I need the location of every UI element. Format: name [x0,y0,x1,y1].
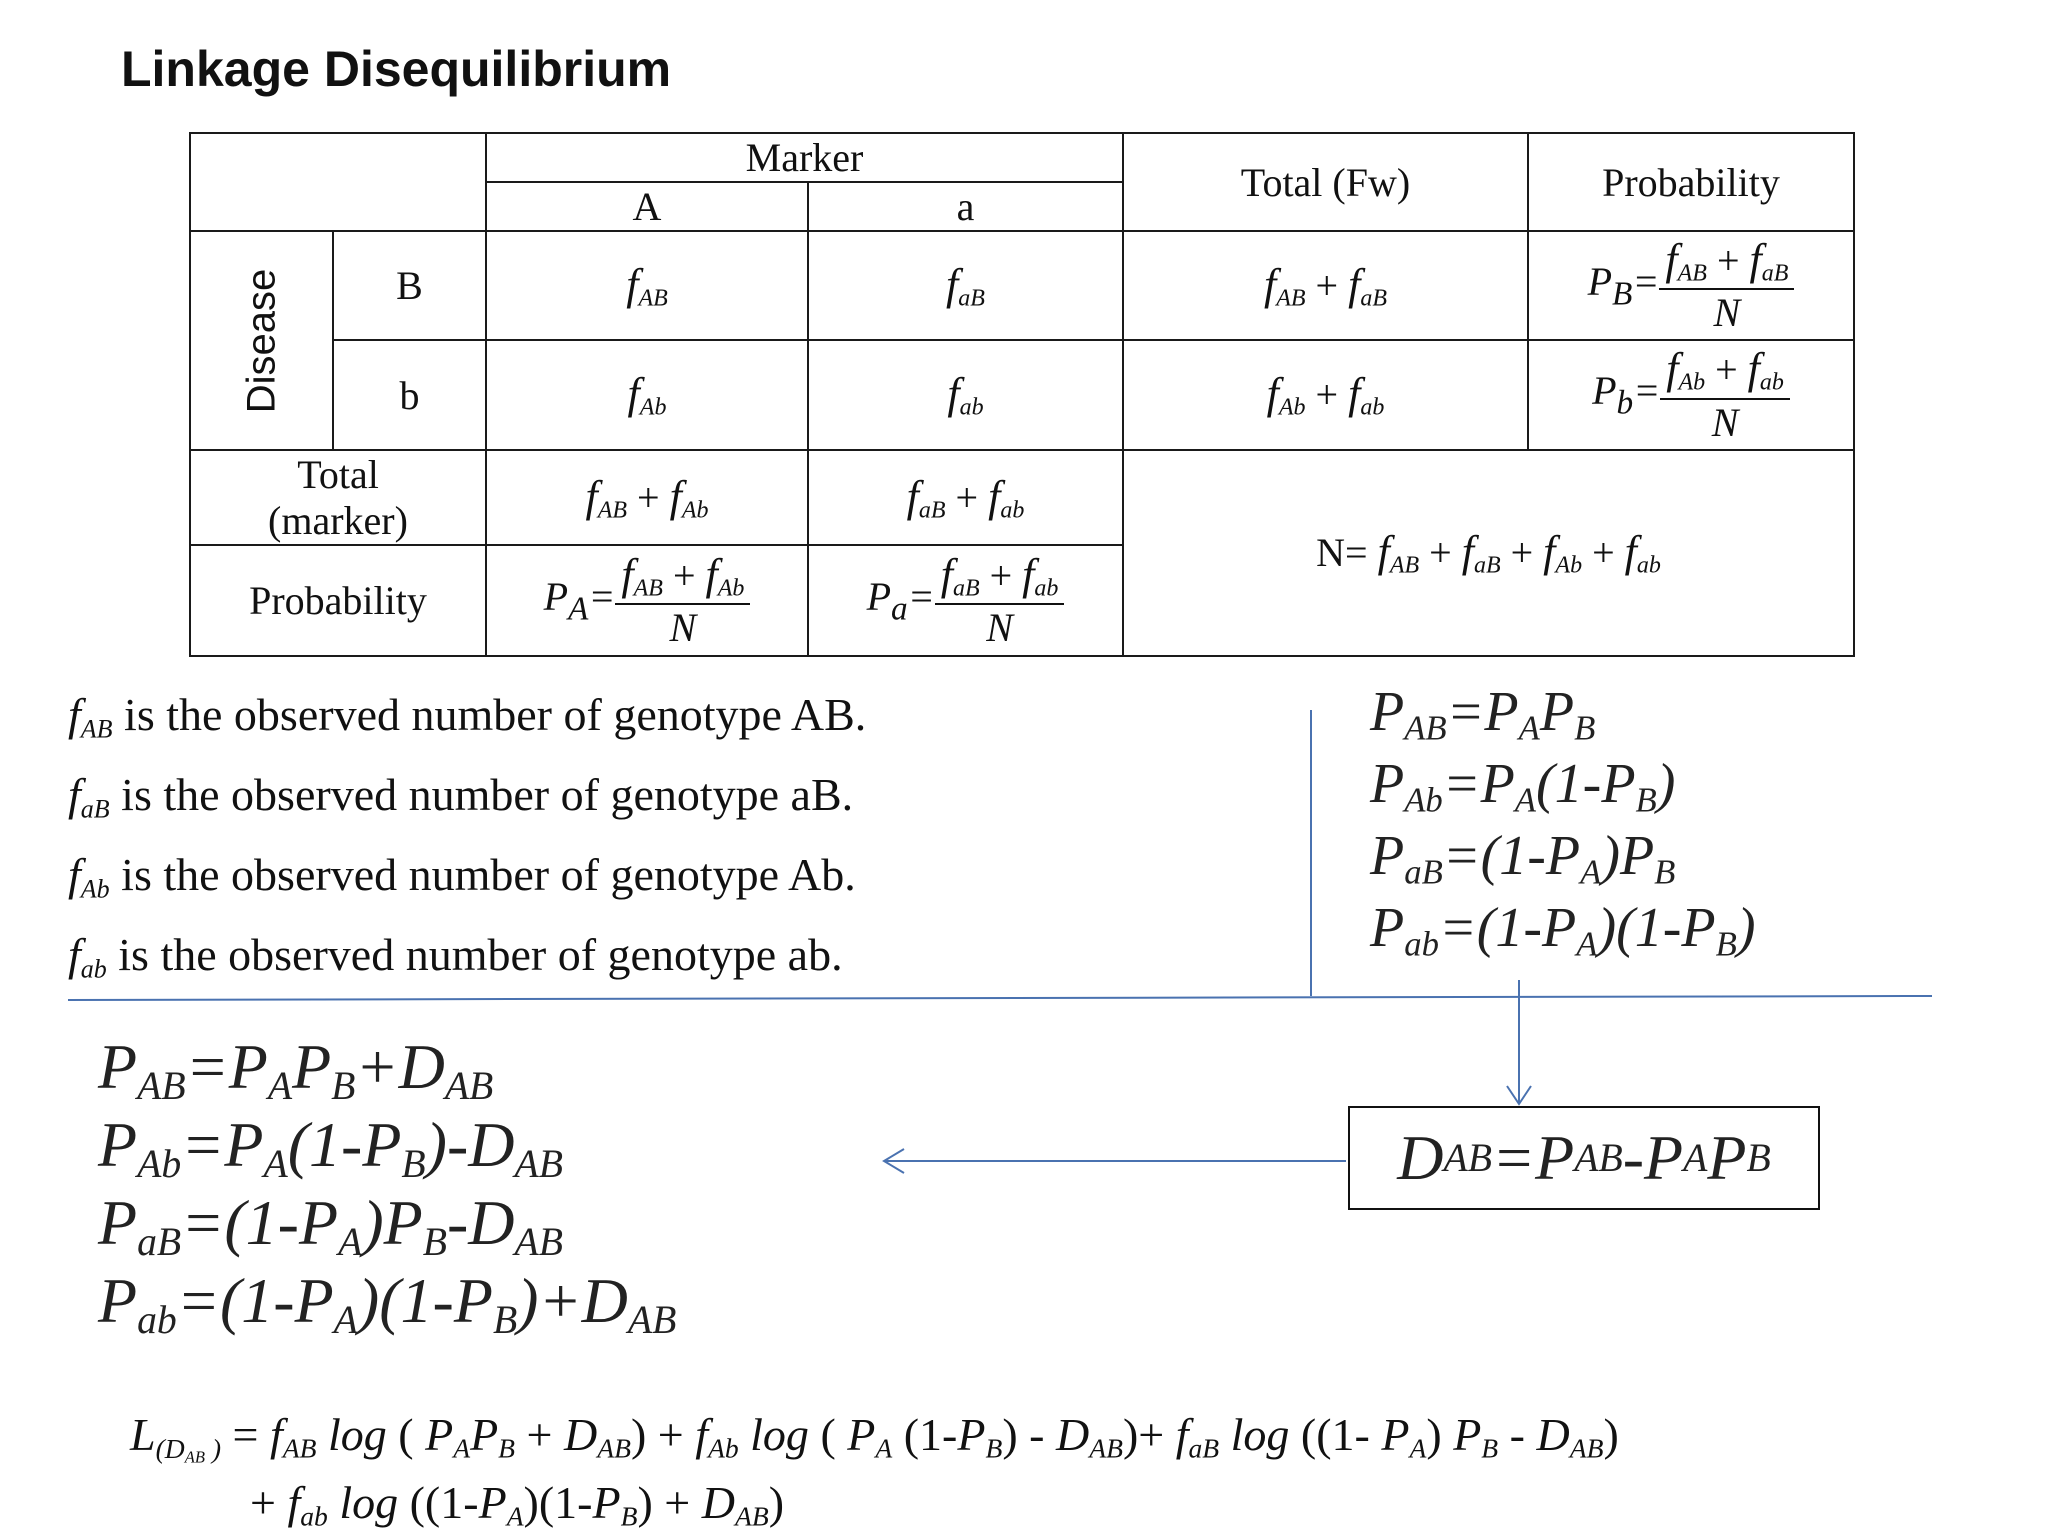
eq-equilibrium-PAb: $P_{Ab}=P_A(1-P_B)$ [1370,753,1676,820]
header-probability: Probability [1528,133,1854,231]
row-label-probability: Probability [190,545,486,656]
total-marker-line1: Total [297,451,379,497]
row-label-B: B [333,231,486,340]
total-marker-line2: (marker) [268,497,408,543]
row-label-b: b [333,340,486,450]
header-col-A: A [486,182,808,231]
cell-N-definition: $N= f_{AB} + f_{aB} + f_{Ab} + f_{ab}$ [1123,450,1854,656]
eq-diseq-PaB: $P_{aB}=(1-P_A)P_B-D_{AB}$ [98,1187,563,1265]
eq-diseq-Pab: $P_{ab}=(1-P_A)(1-P_B)+D_{AB}$ [98,1265,677,1343]
definition-fAb-text: is the observed number of genotype Ab. [121,849,856,900]
definition-fab: $f_{ab}$ is the observed number of genotype ab. [68,929,843,984]
disease-label: Disease [239,268,283,413]
header-total-fw-label: Total (Fw) [1240,159,1411,205]
eq-diseq-PAB: $P_{AB}=P_AP_B+D_{AB}$ [98,1031,494,1109]
cell-fab: $f_{ab}$ [808,340,1123,450]
page-title: Linkage Disequilibrium [121,41,672,97]
cell-faB: $f_{aB}$ [808,231,1123,340]
cell-prob-B: $P_B=$ $\frac{f_{AB} + f_{aB}}{N}$ [1528,231,1854,340]
header-marker: Marker [486,133,1123,182]
definition-fAB: $f_{AB}$ is the observed number of genotype AB. [68,689,867,744]
definition-fAB-text: is the observed number of genotype AB. [124,689,867,740]
definition-faB-text: is the observed number of genotype aB. [121,769,854,820]
cell-prob-a: $P_a=$ $\frac{f_{aB} + f_{ab}}{N}$ [808,545,1123,656]
cell-total-A: $f_{AB} + f_{Ab}$ [486,450,808,545]
dab-formula-box: D AB =P AB -P A P B [1348,1106,1820,1210]
cell-fAb: $f_{Ab}$ [486,340,808,450]
definition-fAb: $f_{Ab}$ is the observed number of genotype Ab. [68,849,856,904]
definition-fab-text: is the observed number of genotype ab. [118,929,843,980]
cell-prob-A: $P_A=$ $\frac{f_{AB} + f_{Ab}}{N}$ [486,545,808,656]
eq-equilibrium-Pab: $P_{ab}=(1-P_A)(1-P_B)$ [1370,897,1756,964]
cell-total-B: $f_{AB} + f_{aB}$ [1123,231,1528,340]
header-col-a: a [808,182,1123,231]
cell-fAB: $f_{AB}$ [486,231,808,340]
likelihood-line-2: + $f_{ab}$ $\log ((1-P_A)(1-P_B) + D_{AB})$ [250,1477,785,1532]
likelihood-line-1: $L_{(D_{AB} )} = f_{AB}$ log ( $P_AP_B + D_{AB}) + f_{Ab}$ log ( $P_A$ $(1-P_B) - D_{AB})+ f_{aB}$ log ((1- $P_A$) $P_B - D_{AB}$) [130,1409,1619,1467]
eq-equilibrium-PaB: $P_{aB}=(1-P_A)P_B$ [1370,825,1676,892]
horizontal-divider [68,996,1932,1000]
eq-equilibrium-PAB: $P_{AB}=P_AP_B$ [1370,681,1596,748]
cell-total-b: $f_{Ab} + f_{ab}$ [1123,340,1528,450]
cell-prob-b: $P_b=$ $\frac{f_{Ab} + f_{ab}}{N}$ [1528,340,1854,450]
cell-total-a: $f_{aB} + f_{ab}$ [808,450,1123,545]
definition-faB: $f_{aB}$ is the observed number of genotype aB. [68,769,854,824]
eq-diseq-PAb: $P_{Ab}=P_A(1-P_B)-D_{AB}$ [98,1109,563,1187]
